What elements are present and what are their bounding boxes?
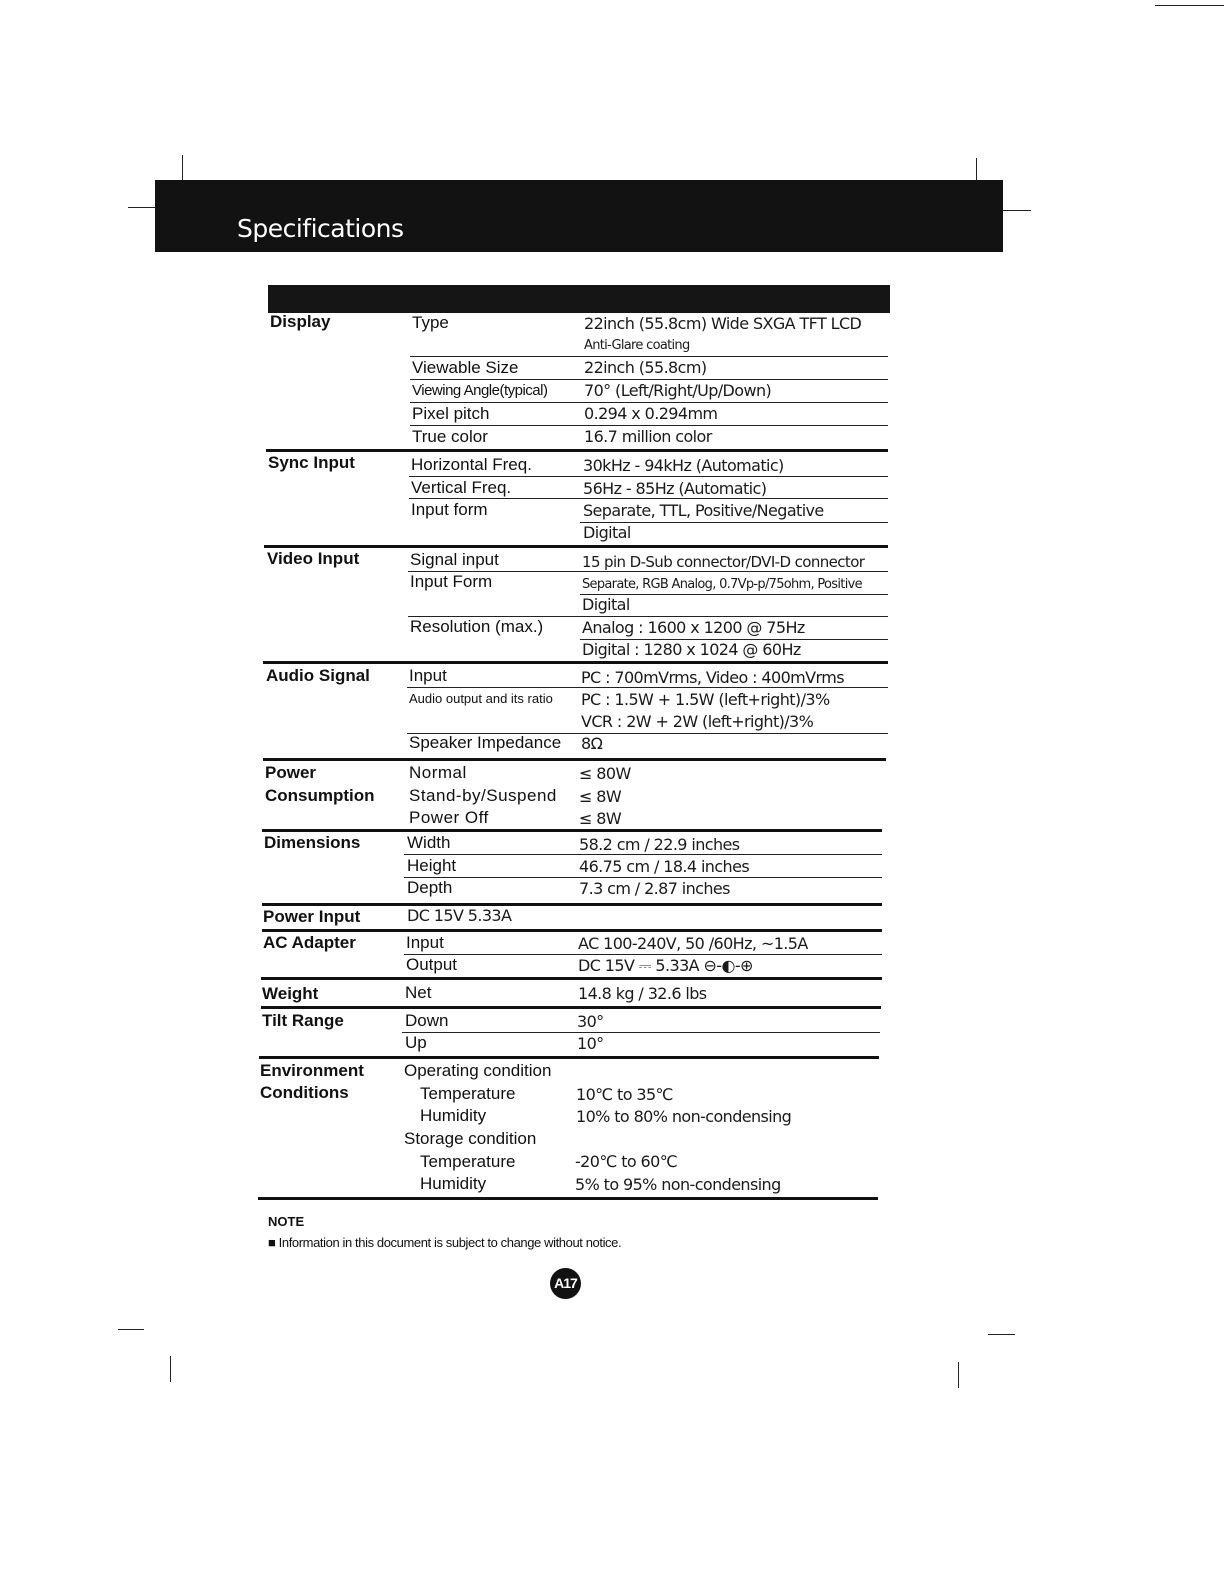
spec-key: Horizontal Freq. [411,455,532,474]
spec-value: Digital [583,523,631,542]
spec-value: Digital : 1280 x 1024 @ 60Hz [582,640,801,659]
spec-value: 10℃ to 35℃ [576,1085,673,1104]
crop-mark [988,1334,1015,1335]
spec-value: AC 100-240V, 50 /60Hz, ~1.5A [578,934,808,953]
spec-value: Digital [582,595,630,614]
crop-mark [128,207,155,208]
category-audio-signal: Audio Signal [266,666,370,685]
section-divider [263,758,886,761]
spec-value: 16.7 million color [584,427,712,446]
spec-key: Signal input [410,550,499,569]
spec-value: ≤ 8W [579,809,622,828]
spec-key: Pixel pitch [412,404,490,423]
spec-value: VCR : 2W + 2W (left+right)/3% [581,712,814,731]
crop-mark [1155,5,1224,6]
spec-key: Up [405,1033,427,1052]
spec-value: 7.3 cm / 2.87 inches [579,879,730,898]
spec-key: Viewing Angle(typical) [412,382,548,399]
spec-key: Type [412,313,449,332]
spec-value: 30kHz - 94kHz (Automatic) [583,456,784,475]
spec-value: 70° (Left/Right/Up/Down) [584,381,772,400]
section-divider [259,1056,879,1059]
spec-value: 5% to 95% non-condensing [575,1175,781,1194]
spec-value: Separate, RGB Analog, 0.7Vp-p/75ohm, Positive [582,577,862,592]
note-title: NOTE [268,1214,305,1229]
spec-value: 22inch (55.8cm) [584,358,707,377]
spec-key: Viewable Size [412,358,519,377]
spec-key: Power Off [409,808,489,827]
spec-key: Input [409,666,447,685]
spec-key: Output [406,955,458,974]
note-text: ■ Information in this document is subject to change without notice. [268,1235,622,1250]
spec-key: Net [405,983,432,1002]
category-dimensions: Dimensions [264,833,361,852]
section-divider [261,1006,881,1009]
spec-key: Temperature [420,1084,516,1103]
spec-key: Width [407,833,451,852]
spec-value: ≤ 80W [579,764,631,783]
section-divider [258,1197,878,1200]
header-banner [155,180,1003,252]
spec-key: Input form [411,500,488,519]
spec-value: 8Ω [581,734,603,753]
category-power: Power [265,763,317,782]
spec-key: Depth [407,878,453,897]
row-divider [402,1032,880,1033]
spec-key: Temperature [420,1152,516,1171]
spec-key: Stand-by/Suspend [409,786,557,805]
spec-value: 15 pin D-Sub connector/DVI-D connector [582,553,865,571]
spec-value: 10% to 80% non-condensing [576,1107,792,1126]
section-divider [266,449,888,452]
spec-key: Humidity [420,1106,487,1125]
category-conditions: Conditions [260,1083,349,1102]
spec-key: Down [405,1011,449,1030]
spec-key: True color [412,427,488,446]
crop-mark [182,155,183,183]
crop-mark [118,1329,144,1330]
category-tilt-range: Tilt Range [262,1011,344,1030]
spec-value: 46.75 cm / 18.4 inches [579,857,750,876]
table-header-band [268,285,890,313]
crop-mark [1003,210,1031,211]
spec-key: Normal [409,763,467,782]
spec-value: 10° [577,1034,604,1053]
category-video-input: Video Input [267,549,360,568]
category-ac-adapter: AC Adapter [263,933,356,952]
spec-value: 30° [577,1012,604,1031]
category-sync-input: Sync Input [268,453,355,472]
spec-subheading: Storage condition [404,1129,537,1148]
category-environment: Environment [260,1061,364,1080]
spec-key: Speaker Impedance [409,733,562,752]
row-divider [404,854,882,855]
spec-value: PC : 700mVrms, Video : 400mVrms [581,668,844,687]
spec-key: Input [406,933,444,952]
spec-value: DC 15V 5.33A [407,906,512,925]
spec-key: Audio output and its ratio [409,691,553,706]
category-weight: Weight [262,984,319,1003]
crop-mark [958,1362,959,1388]
spec-key: Input Form [410,572,493,591]
spec-value: 58.2 cm / 22.9 inches [579,835,740,854]
spec-value: 22inch (55.8cm) Wide SXGA TFT LCD [584,314,862,333]
category-display: Display [270,312,331,331]
spec-value: Analog : 1600 x 1200 @ 75Hz [582,618,805,637]
spec-value: DC 15V ⎓ 5.33A ⊖-◐-⊕ [578,956,753,975]
spec-value: 56Hz - 85Hz (Automatic) [583,479,767,498]
spec-subheading: Operating condition [404,1061,552,1080]
page-title: Specifications [237,214,404,243]
spec-value: PC : 1.5W + 1.5W (left+right)/3% [581,690,830,709]
spec-key: Humidity [420,1174,487,1193]
spec-value: Separate, TTL, Positive/Negative [583,501,824,520]
spec-value: Anti-Glare coating [584,338,690,353]
spec-key: Resolution (max.) [410,617,544,636]
spec-value: 0.294 x 0.294mm [584,404,718,423]
crop-mark [170,1356,171,1382]
section-divider [263,661,888,664]
category-consumption: Consumption [265,786,375,805]
spec-value: 14.8 kg / 32.6 lbs [578,984,707,1003]
section-divider [261,977,882,980]
spec-value: -20℃ to 60℃ [575,1152,678,1171]
category-power-input: Power Input [263,907,361,926]
spec-value: ≤ 8W [579,787,622,806]
page-number-badge: A17 [550,1268,581,1299]
spec-key: Vertical Freq. [411,478,512,497]
spec-key: Height [407,856,457,875]
